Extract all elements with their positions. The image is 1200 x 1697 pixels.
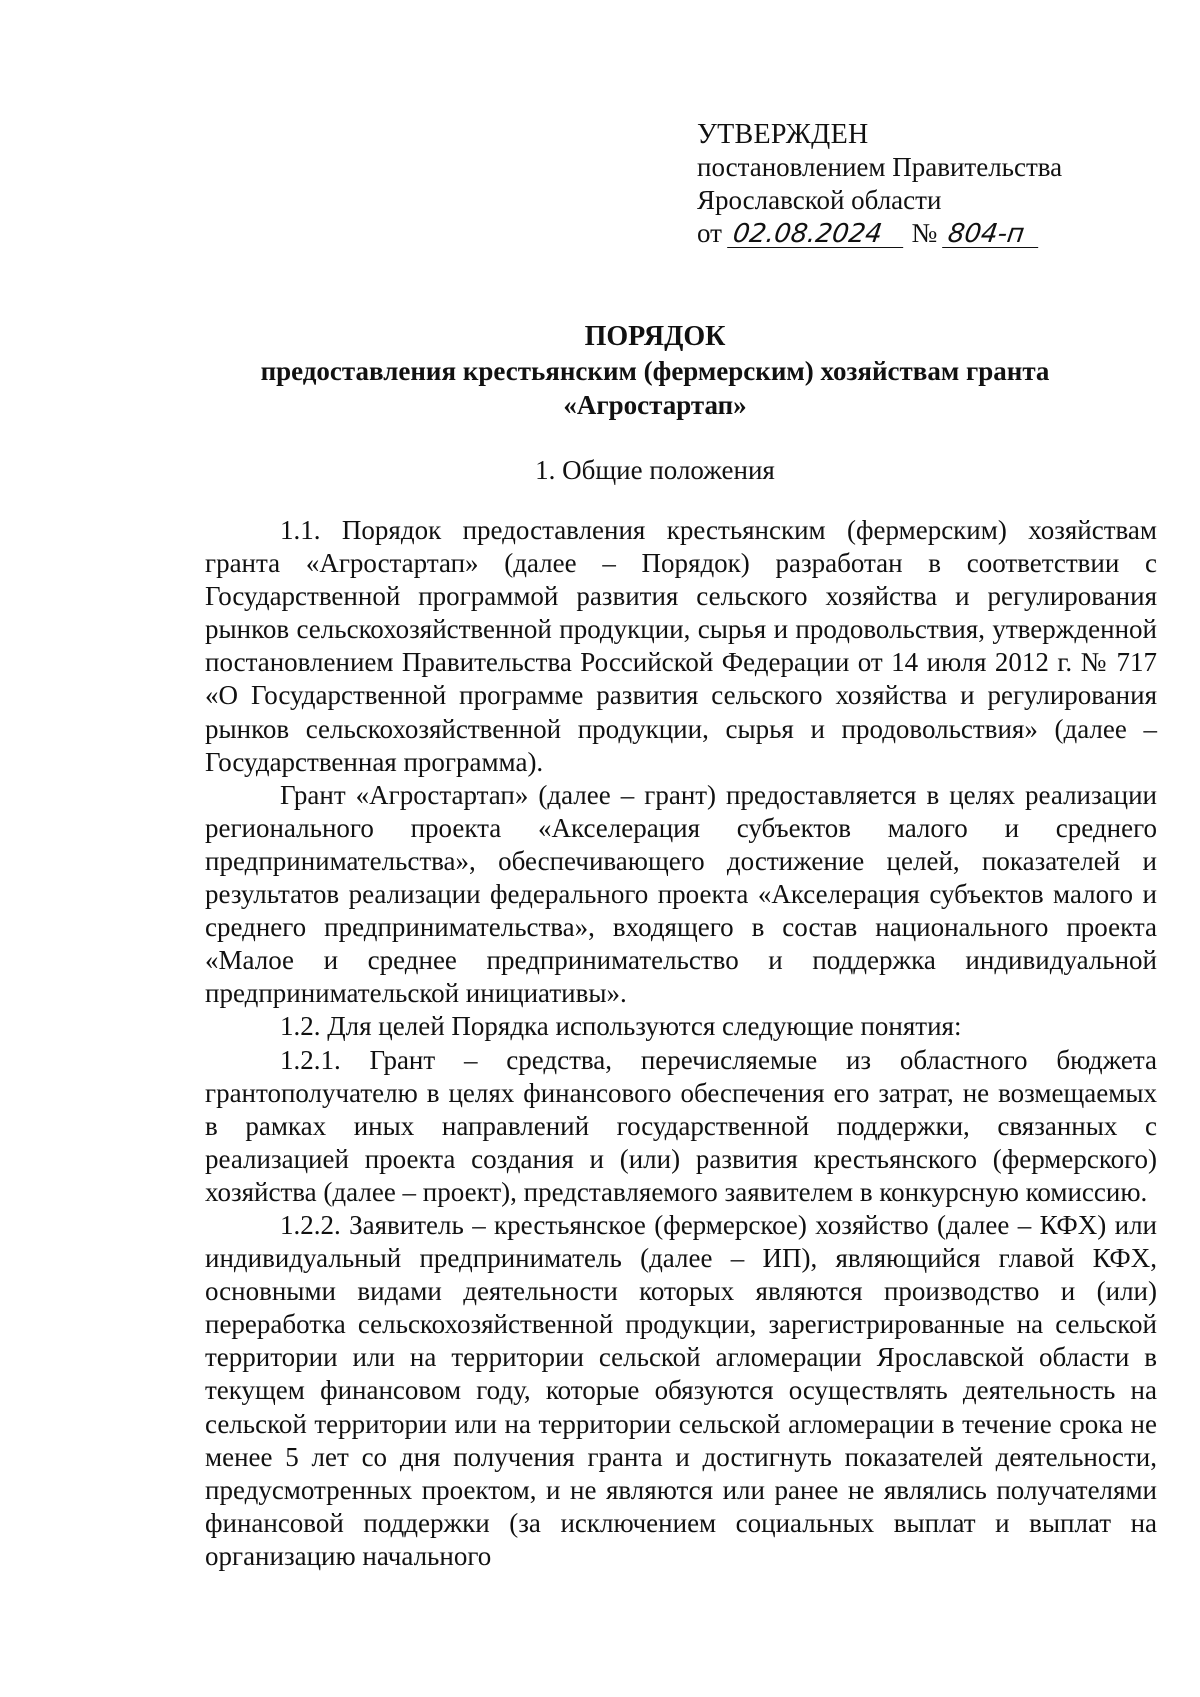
approval-line-2: Ярославской области [697,185,942,215]
document-body [205,514,1157,1573]
handwritten-number: 804-п [942,221,1042,248]
handwritten-date: 02.08.2024 [727,221,907,248]
paragraph-1-2-1: 1.2.1. Грант – средства, перечисляемые из областного бюджета грантополучателю в целях финансового обеспечения его затрат, не возмещаемых в рамках иных направлений государственной поддержки, связанных с реализацией проекта создания и (или) развития крестьянского (фермерского) хозяйства (далее – проект), представляемого заявителем в конкурсную комиссию. [205,1044,1157,1207]
approval-number-prefix: № [911,218,938,248]
document-subtitle-line-1: предоставления крестьянским (фермерским) хозяйствам гранта [260,356,1050,386]
approval-heading: УТВЕРЖДЕН [697,119,869,150]
document-title: ПОРЯДОК [584,321,726,352]
paragraph-1-2: 1.2. Для целей Порядка используются следующие понятия: [280,1011,962,1042]
approval-block [697,118,1117,250]
paragraph-grant-purpose: Грант «Агростартап» (далее – грант) предоставляется в целях реализации регионального проекта «Акселерация субъектов малого и среднего предпринимательства», обеспечивающего достижение целей, показателей и результатов реализации федерального проекта «Акселерация субъектов малого и среднего предпринимательства», входящего в состав национального проекта «Малое и среднее предпринимательство и поддержка индивидуальной предпринимательской инициативы». [205,779,1157,1009]
section-heading: 1. Общие положения [535,455,775,485]
document-subtitle-line-2: «Агростартап» [563,390,747,420]
approval-line-1: постановлением Правительства [697,152,1063,182]
approval-date-line [697,217,1117,250]
paragraph-1-1: 1.1. Порядок предоставления крестьянским (фермерским) хозяйствам гранта «Агростартап» (далее – Порядок) разработан в соответствии с Государственной программой развития сельского хозяйства и регулирования рынков сельскохозяйственной продукции, сырья и продовольствия, утвержденной постановлением Правительства Российской Федерации от 14 июля 2012 г. № 717 «О Государственной программе развития сельского хозяйства и регулирования рынков сельскохозяйственной продукции, сырья и продовольствия» (далее – Государственная программа). [205,515,1157,777]
paragraph-1-2-2: 1.2.2. Заявитель – крестьянское (фермерское) хозяйство (далее – КФХ) или индивидуальный предприниматель (далее – ИП), являющийся главой КФХ, основными видами деятельности которых являются производство и (или) переработка сельскохозяйственной продукции, зарегистрированные на сельской территории или на территории сельской агломерации Ярославской области в текущем финансовом году, которые обязуются осуществлять деятельность на сельской территории или на территории сельской агломерации в течение срока не менее 5 лет со дня получения гранта и достигнуть показателей деятельности, предусмотренных проектом, и не являются или ранее не являлись получателями финансовой поддержки (за исключением социальных выплат и выплат на организацию начального [205,1209,1157,1571]
approval-from-prefix: от [697,218,722,248]
